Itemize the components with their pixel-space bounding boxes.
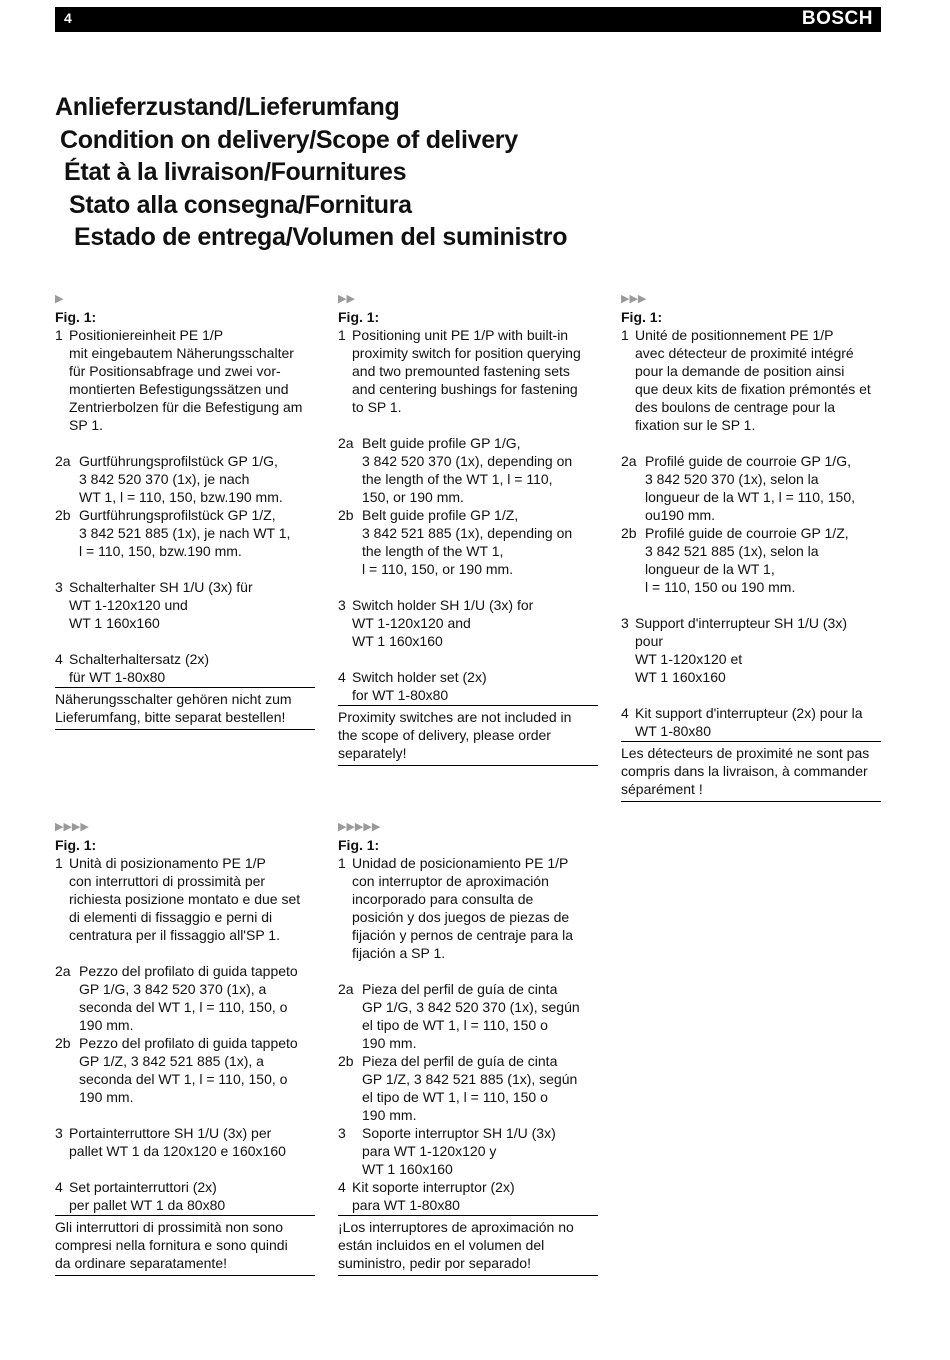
note-line: Näherungsschalter gehören nicht zum — [55, 691, 292, 707]
item-number: 4 — [338, 669, 346, 685]
item-line: que deux kits de fixation prémontés et — [635, 381, 871, 397]
note-line: da ordinare separatamente! — [55, 1255, 227, 1271]
note-line: están incluidos en el volumen del — [338, 1237, 545, 1253]
spacer — [338, 650, 598, 668]
item-line: Gurtführungsprofilstück GP 1/Z, — [79, 507, 276, 523]
item-line: seconda del WT 1, l = 110, 150, o — [79, 999, 288, 1015]
item-line: Portainterruttore SH 1/U (3x) per — [69, 1125, 272, 1141]
item-line: Profilé guide de courroie GP 1/G, — [645, 453, 851, 469]
spacer — [55, 944, 315, 962]
figure-label: Fig. 1: — [55, 309, 97, 325]
note-line: compris dans la livraison, à commander — [621, 763, 868, 779]
list-item — [338, 434, 598, 506]
item-number: 3 — [621, 615, 629, 631]
item-number: 2b — [338, 1053, 354, 1069]
item-number: 4 — [55, 651, 63, 667]
item-number: 3 — [338, 597, 346, 613]
item-line: WT 1, l = 110, 150, bzw.190 mm. — [79, 489, 283, 505]
item-line: Set portainterruttori (2x) — [69, 1179, 217, 1195]
list-item — [55, 854, 315, 944]
item-line: WT 1-80x80 — [635, 723, 711, 739]
item-line: avec détecteur de proximité intégré — [635, 345, 854, 361]
item-number: 2a — [55, 453, 71, 469]
item-line: WT 1 160x160 — [635, 669, 726, 685]
spacer — [338, 578, 598, 596]
item-line: WT 1-120x120 et — [635, 651, 743, 667]
list-item — [338, 1124, 598, 1178]
figure-label: Fig. 1: — [55, 837, 97, 853]
item-line: con interruttori di prossimità per — [69, 873, 266, 889]
item-line: 190 mm. — [362, 1107, 417, 1123]
item-number: 2a — [338, 435, 354, 451]
spacer — [55, 434, 315, 452]
note-line: ¡Los interruptores de aproximación no — [338, 1219, 574, 1235]
list-item — [55, 1178, 315, 1214]
figure-label: Fig. 1: — [338, 309, 380, 325]
item-line: 3 842 520 370 (1x), selon la — [645, 471, 819, 487]
title-block — [55, 91, 567, 254]
item-text — [79, 962, 315, 1034]
title-fr: État à la livraison/Fournitures — [64, 158, 407, 186]
item-line: Kit soporte interruptor (2x) — [352, 1179, 515, 1195]
column-it — [55, 818, 315, 1276]
item-number: 2a — [338, 981, 354, 997]
note-line: séparément ! — [621, 781, 703, 797]
spacer — [55, 1106, 315, 1124]
item-line: 3 842 521 885 (1x), depending on — [362, 525, 573, 541]
list-item — [55, 1034, 315, 1106]
item-line: 3 842 521 885 (1x), selon la — [645, 543, 819, 559]
figure-label: Fig. 1: — [621, 309, 663, 325]
item-line: Gurtführungsprofilstück GP 1/G, — [79, 453, 278, 469]
item-line: fijación a SP 1. — [352, 945, 446, 961]
item-number: 2a — [621, 453, 637, 469]
item-text — [635, 704, 881, 740]
item-text — [69, 578, 315, 632]
item-line: seconda del WT 1, l = 110, 150, o — [79, 1071, 288, 1087]
list-item — [55, 962, 315, 1034]
item-line: Kit support d'interrupteur (2x) pour la — [635, 705, 863, 721]
item-text — [352, 596, 598, 650]
item-line: centratura per il fissaggio all'SP 1. — [69, 927, 280, 943]
item-line: Switch holder set (2x) — [352, 669, 487, 685]
spacer — [55, 632, 315, 650]
item-text — [362, 1124, 598, 1178]
item-line: Belt guide profile GP 1/Z, — [362, 507, 519, 523]
item-line: Unidad de posicionamiento PE 1/P — [352, 855, 569, 871]
item-line: Zentrierbolzen für die Befestigung am — [69, 399, 303, 415]
item-line: el tipo de WT 1, l = 110, 150 o — [362, 1089, 548, 1105]
item-line: proximity switch for position querying — [352, 345, 581, 361]
item-number: 3 — [55, 1125, 63, 1141]
list-item — [55, 506, 315, 560]
item-text — [79, 1034, 315, 1106]
item-number: 2b — [55, 507, 71, 523]
item-line: Profilé guide de courroie GP 1/Z, — [645, 525, 849, 541]
item-line: Pieza del perfil de guía de cinta — [362, 981, 558, 997]
item-line: to SP 1. — [352, 399, 402, 415]
item-line: Pieza del perfil de guía de cinta — [362, 1053, 558, 1069]
delivery-note — [621, 741, 881, 802]
item-line: 3 842 520 370 (1x), depending on — [362, 453, 573, 469]
item-line: fijación y pernos de centraje para la — [352, 927, 574, 943]
item-line: Schalterhaltersatz (2x) — [69, 651, 210, 667]
item-line: GP 1/Z, 3 842 521 885 (1x), a — [79, 1053, 264, 1069]
item-line: GP 1/G, 3 842 520 370 (1x), según — [362, 999, 580, 1015]
list-item — [621, 704, 881, 740]
item-line: WT 1-120x120 und — [69, 597, 188, 613]
list-item — [621, 614, 881, 686]
item-number: 2b — [338, 507, 354, 523]
spacer — [621, 434, 881, 452]
item-line: mit eingebautem Näherungsschalter — [69, 345, 294, 361]
item-line: 190 mm. — [79, 1089, 134, 1105]
item-line: Unità di posizionamento PE 1/P — [69, 855, 266, 871]
item-text — [645, 524, 881, 596]
item-line: and two premounted fastening sets — [352, 363, 570, 379]
note-line: suministro, pedir por separado! — [338, 1255, 531, 1271]
item-number: 2b — [621, 525, 637, 541]
item-line: para WT 1-80x80 — [352, 1197, 460, 1213]
item-line: the length of the WT 1, — [362, 543, 504, 559]
item-number: 1 — [338, 327, 346, 343]
item-line: GP 1/Z, 3 842 521 885 (1x), según — [362, 1071, 578, 1087]
item-line: WT 1 160x160 — [352, 633, 443, 649]
list-item — [338, 1178, 598, 1214]
title-es: Estado de entrega/Volumen del suministro — [74, 223, 568, 251]
item-line: 190 mm. — [79, 1017, 134, 1033]
item-text — [69, 650, 315, 686]
item-number: 4 — [338, 1179, 346, 1195]
item-line: Belt guide profile GP 1/G, — [362, 435, 521, 451]
title-de: Anlieferzustand/Lieferumfang — [55, 93, 400, 121]
brand-logo: BOSCH — [801, 8, 873, 29]
item-line: pallet WT 1 da 120x120 e 160x160 — [69, 1143, 286, 1159]
title-en: Condition on delivery/Scope of delivery — [60, 125, 518, 154]
page-number: 4 — [64, 10, 72, 26]
item-line: incorporado para consulta de — [352, 891, 534, 907]
item-line: per pallet WT 1 da 80x80 — [69, 1197, 226, 1213]
item-line: ou190 mm. — [645, 507, 716, 523]
list-item — [621, 326, 881, 434]
item-line: Soporte interruptor SH 1/U (3x) — [362, 1125, 556, 1141]
spacer — [55, 1160, 315, 1178]
item-text — [645, 452, 881, 524]
section-arrow-icon: ▶▶▶▶▶ — [338, 821, 381, 833]
item-text — [635, 326, 881, 434]
item-line: Positioniereinheit PE 1/P — [69, 327, 224, 343]
note-line: the scope of delivery, please order — [338, 727, 551, 743]
list-item — [621, 524, 881, 596]
item-line: 150, or 190 mm. — [362, 489, 464, 505]
item-line: SP 1. — [69, 417, 103, 433]
column-fr — [621, 290, 881, 802]
spacer — [338, 962, 598, 980]
delivery-note — [55, 687, 315, 730]
note-line: Gli interruttori di prossimità non sono — [55, 1219, 283, 1235]
item-line: and centering bushings for fastening — [352, 381, 578, 397]
item-line: WT 1-120x120 and — [352, 615, 471, 631]
item-line: 3 842 520 370 (1x), je nach — [79, 471, 250, 487]
item-line: el tipo de WT 1, l = 110, 150 o — [362, 1017, 548, 1033]
item-line: fixation sur le SP 1. — [635, 417, 756, 433]
item-line: for WT 1-80x80 — [352, 687, 449, 703]
item-line: des boulons de centrage pour la — [635, 399, 836, 415]
item-line: con interruptor de aproximación — [352, 873, 549, 889]
item-line: l = 110, 150 ou 190 mm. — [645, 579, 796, 595]
item-text — [362, 980, 598, 1052]
list-item — [55, 1124, 315, 1160]
note-line: separately! — [338, 745, 407, 761]
item-line: WT 1 160x160 — [362, 1161, 453, 1177]
list-item — [338, 326, 598, 416]
title-it: Stato alla consegna/Fornitura — [69, 190, 412, 219]
item-number: 2a — [55, 963, 71, 979]
delivery-note — [338, 705, 598, 766]
section-arrow-icon: ▶ — [55, 293, 64, 305]
item-line: GP 1/G, 3 842 520 370 (1x), a — [79, 981, 267, 997]
figure-label: Fig. 1: — [338, 837, 380, 853]
note-line: compresi nella fornitura e sono quindi — [55, 1237, 288, 1253]
item-number: 4 — [55, 1179, 63, 1195]
item-line: 190 mm. — [362, 1035, 417, 1051]
item-line: di elementi di fissaggio e perni di — [69, 909, 273, 925]
section-arrow-icon: ▶▶▶▶ — [55, 821, 89, 833]
list-item — [338, 596, 598, 650]
item-line: pour — [635, 633, 664, 649]
item-number: 1 — [55, 855, 63, 871]
list-item — [338, 1052, 598, 1124]
section-arrow-icon: ▶▶▶ — [621, 293, 647, 305]
item-number: 1 — [338, 855, 346, 871]
item-text — [352, 854, 598, 962]
item-line: richiesta posizione montato e due set — [69, 891, 301, 907]
item-line: the length of the WT 1, l = 110, — [362, 471, 553, 487]
item-number: 4 — [621, 705, 629, 721]
item-number: 3 — [338, 1125, 346, 1141]
item-line: longueur de la WT 1, — [645, 561, 775, 577]
item-line: Positioning unit PE 1/P with built-in — [352, 327, 569, 343]
item-line: Pezzo del profilato di guida tappeto — [79, 1035, 298, 1051]
list-item — [621, 452, 881, 524]
item-text — [352, 1178, 598, 1214]
item-line: Support d'interrupteur SH 1/U (3x) — [635, 615, 847, 631]
note-line: Les détecteurs de proximité ne sont pas — [621, 745, 870, 761]
item-line: Unité de positionnement PE 1/P — [635, 327, 834, 343]
item-line: para WT 1-120x120 y — [362, 1143, 497, 1159]
item-line: l = 110, 150, or 190 mm. — [362, 561, 514, 577]
note-line: Lieferumfang, bitte separat bestellen! — [55, 709, 286, 725]
spacer — [55, 560, 315, 578]
spacer — [621, 686, 881, 704]
spacer — [621, 596, 881, 614]
item-line: WT 1 160x160 — [69, 615, 160, 631]
item-text — [362, 434, 598, 506]
item-number: 2b — [55, 1035, 71, 1051]
item-text — [79, 506, 315, 560]
item-number: 1 — [55, 327, 63, 343]
delivery-note — [338, 1215, 598, 1276]
item-number: 1 — [621, 327, 629, 343]
list-item — [338, 854, 598, 962]
column-en — [338, 290, 598, 766]
item-number: 3 — [55, 579, 63, 595]
item-line: longueur de la WT 1, l = 110, 150, — [645, 489, 856, 505]
item-line: 3 842 521 885 (1x), je nach WT 1, — [79, 525, 291, 541]
item-text — [69, 854, 315, 944]
item-text — [69, 1178, 315, 1214]
list-item — [55, 452, 315, 506]
item-text — [352, 668, 598, 704]
item-text — [635, 614, 881, 686]
list-item — [55, 578, 315, 632]
item-text — [79, 452, 315, 506]
column-de — [55, 290, 315, 730]
spacer — [338, 416, 598, 434]
note-line: Proximity switches are not included in — [338, 709, 572, 725]
item-text — [362, 506, 598, 578]
item-text — [352, 326, 598, 416]
section-arrow-icon: ▶▶ — [338, 293, 355, 305]
item-line: Schalterhalter SH 1/U (3x) für — [69, 579, 253, 595]
list-item — [338, 980, 598, 1052]
item-line: montierten Befestigungssätzen und — [69, 381, 289, 397]
delivery-note — [55, 1215, 315, 1276]
list-item — [55, 650, 315, 686]
item-line: für Positionsabfrage und zwei vor- — [69, 363, 281, 379]
item-line: l = 110, 150, bzw.190 mm. — [79, 543, 242, 559]
header-bar — [55, 7, 881, 32]
list-item — [338, 668, 598, 704]
column-es — [338, 818, 598, 1276]
item-line: Pezzo del profilato di guida tappeto — [79, 963, 298, 979]
item-line: für WT 1-80x80 — [69, 669, 166, 685]
item-line: Switch holder SH 1/U (3x) for — [352, 597, 534, 613]
item-text — [69, 1124, 315, 1160]
item-line: posición y dos juegos de piezas de — [352, 909, 570, 925]
item-text — [362, 1052, 598, 1124]
item-text — [69, 326, 315, 434]
list-item — [55, 326, 315, 434]
item-line: pour la demande de position ainsi — [635, 363, 845, 379]
list-item — [338, 506, 598, 578]
